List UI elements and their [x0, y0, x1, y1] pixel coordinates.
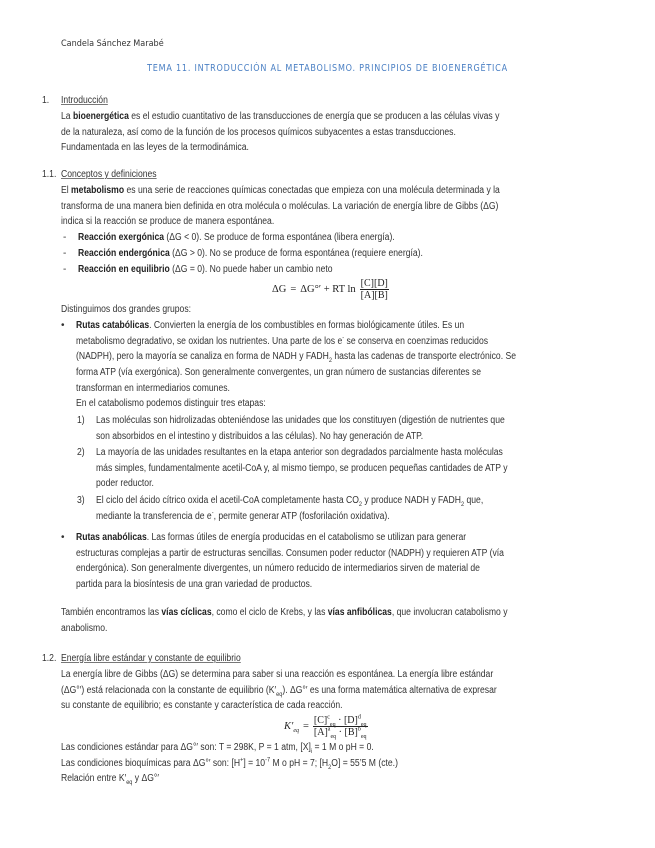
bold-term: vías anfibólicas [327, 607, 392, 618]
text-line [76, 334, 516, 350]
formula-term: ΔG°′ + RT ln [300, 284, 356, 295]
text-segment: poder reductor. [96, 478, 154, 490]
bold-term: Rutas anabólicas [76, 532, 147, 543]
text-segment: es una serie de reacciones químicas conectadas que empieza con una molécula determinada y la [124, 185, 500, 196]
text-line [96, 461, 508, 477]
text-segment: Las moléculas son hidrolizadas obteniéndose las unidades que los constituyen (digestión de nutrientes que [96, 415, 505, 426]
bold-term: Reacción exergónica [78, 232, 165, 243]
text-line [61, 183, 500, 199]
dash-bullet: - [63, 264, 67, 275]
text-segment: se conserva en coenzimas reducidos [344, 335, 489, 347]
text-segment: su constante de equilibrio; es constante y característica de cada reacción. [61, 700, 343, 712]
exergonic-item [78, 230, 446, 246]
text-line [61, 621, 508, 637]
text-segment: , como el ciclo de Krebs, y las [211, 607, 328, 618]
text-segment: 2 [328, 763, 332, 771]
text-segment: 2 [358, 501, 363, 508]
text-segment: (ΔG°′) está relacionada con la constante de equilibrio (K′ [61, 684, 277, 696]
groups-intro [61, 302, 212, 318]
free-energy-paragraph [61, 667, 568, 714]
formula-fraction [313, 715, 368, 738]
text-segment: hasta las cadenas de transporte electrónico. Se [331, 351, 517, 363]
text-segment: son absorbidos en el intestino y distribuidos a las células). No hay generación de ATP. [96, 430, 424, 442]
text-line [96, 493, 483, 509]
text-segment: transforman en intermediarios comunes. [76, 382, 230, 394]
conditions-paragraph [61, 740, 453, 787]
section-heading-introduccion: Introducción [61, 95, 108, 106]
text-segment: forma ATP (vía exergónica). Son generalmente convergentes, un gran número de sustancias diferentes se [76, 367, 482, 379]
text-segment: (ΔG > 0). No se produce de forma espontánea (requiere energía). [169, 248, 423, 259]
text-segment: - [342, 334, 345, 342]
dash-bullet: - [63, 248, 67, 259]
text-segment: eq [276, 690, 283, 698]
text-segment: que, [464, 495, 484, 506]
endergonic-item [78, 246, 479, 262]
text-line [96, 509, 483, 525]
text-segment: eq [126, 779, 133, 787]
text-segment: más simples, fundamentalmente acetil-CoA y, al mismo tiempo, se producen pequeñas cantidades de ATP y [96, 462, 508, 474]
text-line [61, 140, 499, 156]
text-segment: y ΔG°′ [132, 773, 159, 785]
text-line [96, 445, 508, 461]
text-line [76, 318, 516, 334]
section-heading-energia-libre: Energía libre estándar y constante de equilibrio [61, 653, 241, 664]
stage-3 [96, 493, 546, 524]
text-segment: , que involucran catabolismo y [391, 607, 508, 618]
text-segment: Las condiciones bioquímicas para ΔG°′ son: [H [61, 757, 241, 769]
text-segment: = 1 M o pH = 0. [312, 742, 374, 753]
text-segment: (ΔG = 0). No puede haber un cambio neto [169, 264, 333, 275]
text-line [76, 381, 516, 397]
text-line [61, 667, 497, 683]
formula-lhs: $K'_{eq}$ [284, 721, 299, 735]
text-segment: endergónica). Son generalmente divergentes, un número reducido de intermediarios sirven de material de [76, 563, 480, 575]
text-segment: O] = 55’5 M (cte.) [331, 757, 398, 769]
text-segment: Fundamentada en las leyes de la termodinámica. [61, 142, 249, 154]
text-line [76, 530, 504, 546]
text-segment: ). ΔG°′ es una forma matemática alternativa de expresar [282, 684, 497, 696]
step-number: 1) [77, 415, 85, 426]
text-segment: La [61, 111, 73, 122]
text-line [61, 302, 191, 318]
pathways-paragraph [61, 605, 580, 636]
text-segment: , permite generar ATP (fosforilación oxidativa). [213, 510, 390, 522]
text-line [61, 605, 508, 621]
text-line [96, 413, 505, 429]
text-segment: Distinguimos dos grandes grupos: [61, 304, 192, 315]
text-line [61, 740, 398, 756]
step-number: 2) [77, 447, 85, 458]
bold-term: Reacción endergónica [78, 248, 170, 259]
section-heading-conceptos: Conceptos y definiciones [61, 169, 157, 180]
text-line [78, 262, 333, 278]
text-segment: La mayoría de las unidades resultantes en la etapa anterior son degradados parcialmente hasta moléculas [96, 447, 503, 458]
text-segment: i [310, 748, 313, 755]
text-segment: transforma de una manera bien definida en otra molécula o moléculas. La variación de energía libre de Gibbs (ΔG) [61, 200, 499, 212]
bold-term: Reacción en equilibrio [78, 264, 170, 275]
author-name: Candela Sánchez Marabé [61, 39, 164, 49]
formula-eq: = [302, 721, 309, 732]
text-line [76, 396, 516, 412]
bullet-dot: • [61, 320, 65, 331]
text-segment: 2 [328, 357, 332, 365]
bold-term: bioenergética [72, 111, 129, 122]
text-line [96, 476, 508, 492]
text-line [61, 109, 499, 125]
step-number: 3) [77, 495, 85, 506]
text-segment: metabolismo degradativo, se oxidan los nutrientes. Una parte de los e [76, 335, 343, 347]
keq-equation [284, 715, 368, 738]
text-line [61, 214, 500, 230]
text-line [61, 683, 497, 699]
bold-term: metabolismo [71, 185, 125, 196]
text-line [61, 756, 398, 772]
fraction-denominator: [A][B] [360, 290, 388, 301]
text-segment: anabolismo. [61, 622, 108, 634]
text-segment: mediante la transferencia de e [96, 510, 212, 522]
text-segment: es el estudio cuantitativo de las transducciones de energía que se producen a las células vivas y [128, 111, 500, 122]
text-segment: M o pH = 7; [H [270, 757, 329, 769]
text-line [76, 546, 504, 562]
bold-term: Rutas catabólicas [76, 320, 150, 331]
intro-paragraph [61, 109, 571, 156]
text-segment: + [240, 756, 244, 764]
text-segment: El [61, 185, 72, 196]
text-segment: . Convierten la energía de los combustibles en formas biológicamente útiles. Es un [149, 320, 465, 331]
text-segment: En el catabolismo podemos distinguir tres etapas: [76, 398, 266, 410]
text-line [78, 230, 395, 246]
fraction-numerator: [C][D] [360, 278, 388, 289]
text-segment: El ciclo del ácido cítrico oxida el acetil-CoA completamente hasta CO [96, 495, 359, 506]
text-segment: . Las formas útiles de energía producidas en el catabolismo se utilizan para generar [146, 532, 467, 543]
text-segment: Las condiciones estándar para ΔG°′ son: T = 298K, P = 1 atm, [X] [61, 742, 311, 753]
anabolic-paragraph [76, 530, 574, 593]
section-number: 1.2. [42, 653, 57, 664]
text-segment: - [211, 509, 214, 517]
formula-fraction [360, 278, 389, 301]
text-segment: estructuras complejas a partir de estructuras sencillas. Consumen poder reductor (NADPH) y requieren ATP (vía [76, 547, 504, 559]
text-line [61, 125, 499, 141]
text-line [61, 771, 398, 787]
formula-eq: = [290, 284, 297, 295]
dash-bullet: - [63, 232, 67, 243]
stage-2 [96, 445, 575, 492]
text-segment: de la naturaleza, así como de la función de los procesos químicos subyacentes a estas transducciones. [61, 126, 456, 138]
stage-1 [96, 413, 571, 444]
text-segment: indica si la reacción se produce de manera espontánea. [61, 216, 275, 228]
text-line [76, 349, 516, 365]
equilibrium-item [78, 262, 374, 278]
text-line [96, 429, 505, 445]
text-segment: (ΔG < 0). Se produce de forma espontánea (libera energía). [164, 232, 395, 243]
text-segment: La energía libre de Gibbs (ΔG) se determina para saber si una reacción es espontánea. La energía libre estándar [61, 669, 494, 680]
text-line [78, 246, 423, 262]
text-segment: (NADPH), pero la mayoría se canaliza en forma de NADH y FADH [76, 351, 329, 363]
text-segment: ] = 10 [243, 757, 266, 769]
text-segment: y produce NADH y FADH [362, 495, 461, 506]
fraction-denominator: $[A]^a_{eq} \cdot [B]^b_{eq}$ [313, 726, 367, 740]
text-segment: Relación entre K′ [61, 773, 127, 785]
text-line [76, 561, 504, 577]
text-segment: También encontramos las [61, 607, 162, 618]
fraction-numerator: $[C]^c_{eq} \cdot [D]^d_{eq}$ [313, 714, 367, 728]
section-number: 1.1. [42, 169, 57, 180]
text-segment: partida para la biosíntesis de una gran variedad de productos. [76, 579, 313, 591]
catabolic-paragraph [76, 318, 588, 412]
text-line [76, 577, 504, 593]
text-segment: -7 [265, 756, 271, 764]
bold-term: vías cíclicas [161, 607, 212, 618]
text-line [61, 199, 500, 215]
document-title: TEMA 11. INTRODUCCIÓN AL METABOLISMO. PRINCIPIOS DE BIOENERGÉTICA [147, 63, 508, 74]
metabolism-paragraph [61, 183, 571, 230]
gibbs-equation [272, 278, 389, 301]
text-line [61, 698, 497, 714]
text-line [76, 365, 516, 381]
section-number: 1. [42, 95, 50, 106]
formula-lhs: ΔG [272, 284, 287, 295]
text-segment: 2 [460, 501, 465, 508]
bullet-dot: • [61, 532, 65, 543]
